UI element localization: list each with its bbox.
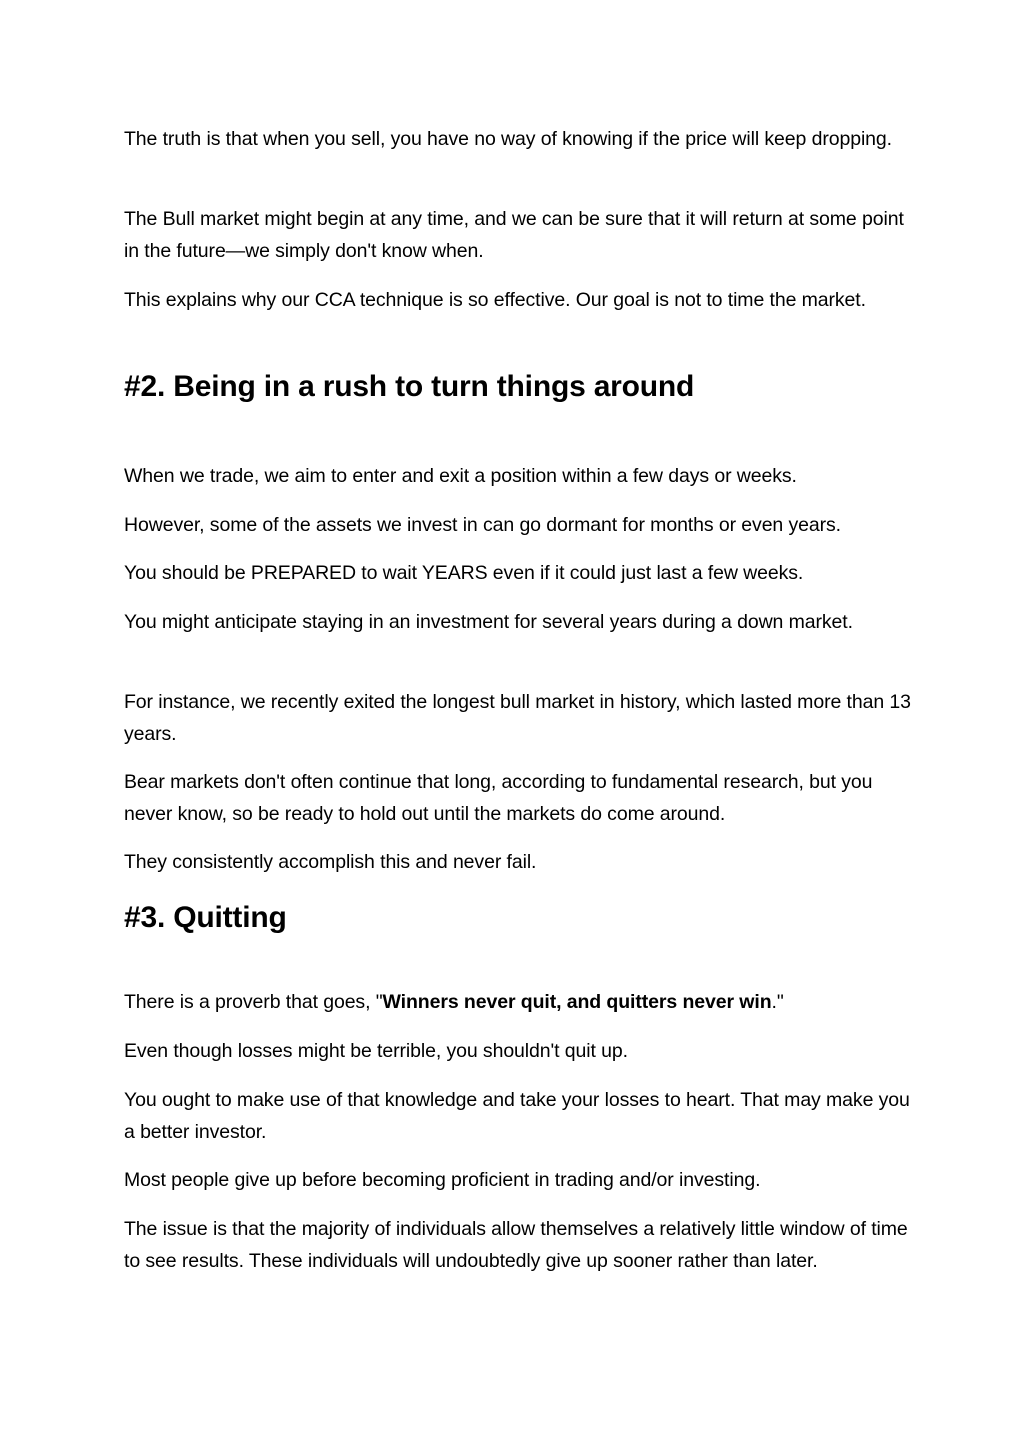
paragraph: You might anticipate staying in an investment for several years during a down market. [124, 611, 853, 633]
proverb-quote: Winners never quit, and quitters never win [382, 991, 772, 1013]
paragraph: The Bull market might begin at any time, and we can be sure that it will return at some point in the future—we simply don't know when. [124, 208, 904, 262]
proverb-intro: There is a proverb that goes, " [124, 991, 383, 1013]
proverb-paragraph [124, 986, 914, 1018]
paragraph: Even though losses might be terrible, you shouldn't quit up. [124, 1040, 628, 1062]
section-heading: #2. Being in a rush to turn things around [124, 370, 695, 403]
paragraph: You ought to make use of that knowledge and take your losses to heart. That may make you a better investor. [124, 1089, 910, 1143]
paragraph: Bear markets don't often continue that long, according to fundamental research, but you never know, so be ready to hold out until the markets do come around. [124, 771, 873, 825]
proverb-end: ." [771, 991, 784, 1013]
paragraph: This explains why our CCA technique is so effective. Our goal is not to time the market. [124, 289, 866, 311]
section-heading: #3. Quitting [124, 901, 287, 934]
paragraph: For instance, we recently exited the longest bull market in history, which lasted more than 13 years. [124, 691, 911, 745]
paragraph: When we trade, we aim to enter and exit a position within a few days or weeks. [124, 465, 797, 487]
paragraph: They consistently accomplish this and never fail. [124, 851, 537, 873]
paragraph: You should be PREPARED to wait YEARS even if it could just last a few weeks. [124, 562, 804, 584]
paragraph: The issue is that the majority of individuals allow themselves a relatively little window of time to see results. These individuals will undoubtedly give up sooner rather than later. [124, 1218, 908, 1272]
paragraph: The truth is that when you sell, you have no way of knowing if the price will keep dropping. [124, 128, 892, 150]
paragraph: However, some of the assets we invest in can go dormant for months or even years. [124, 514, 841, 536]
paragraph: Most people give up before becoming proficient in trading and/or investing. [124, 1169, 761, 1191]
